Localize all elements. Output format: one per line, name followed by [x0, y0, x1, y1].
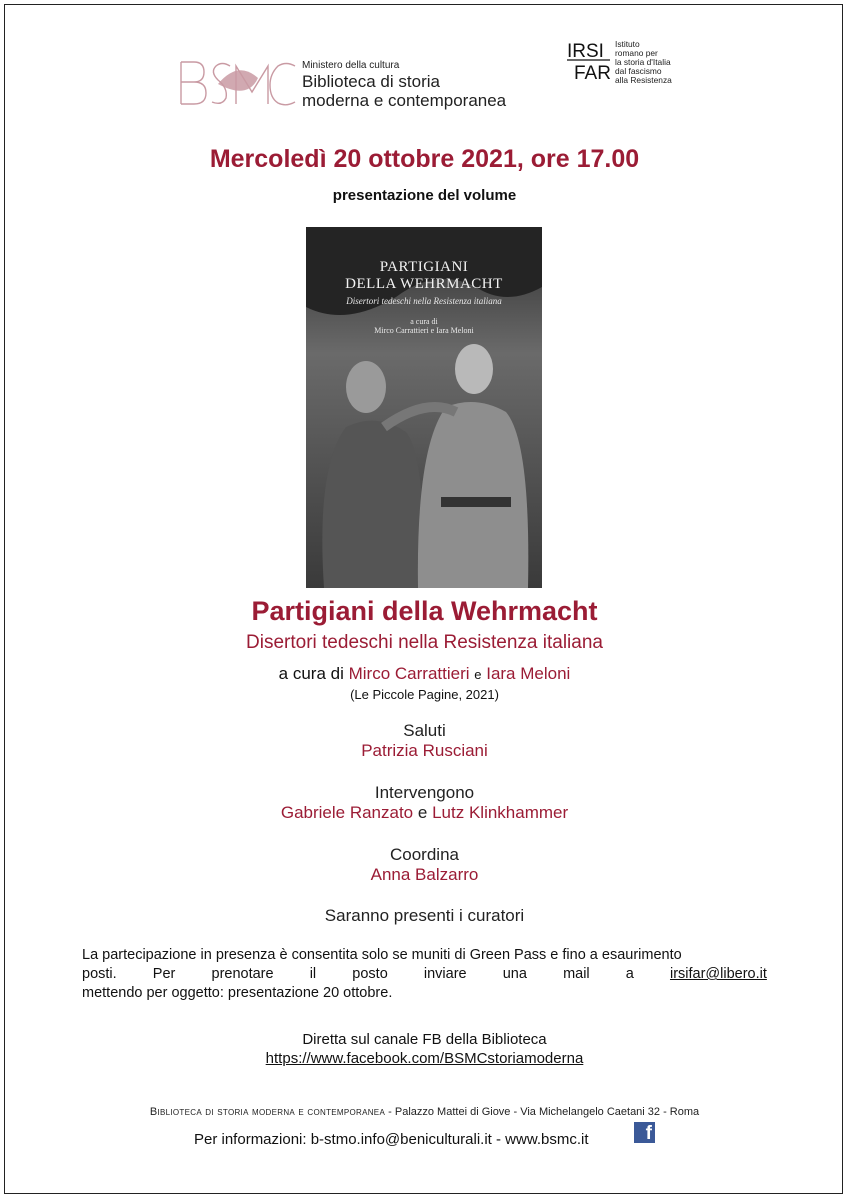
speaker-name: Gabriele Ranzato	[280, 803, 414, 822]
irsifar-logo-top: IRSI	[567, 41, 604, 62]
notice-word: prenotare	[211, 966, 274, 982]
notice-word: il	[309, 966, 317, 982]
conjunction: e	[417, 803, 428, 822]
notice-word: inviare	[423, 966, 467, 982]
cover-subtitle: Disertori tedeschi nella Resistenza italiana	[346, 296, 502, 306]
facebook-url-link[interactable]: https://www.facebook.com/BSMCstoriamoderna	[265, 1050, 584, 1067]
notice-word: a	[625, 966, 634, 982]
event-date: Mercoledì 20 ottobre 2021, ore 17.00	[209, 145, 640, 173]
saluti-name: Patrizia Rusciani	[361, 741, 488, 760]
notice-word: posti.	[82, 966, 117, 982]
footer-address-text: - Palazzo Mattei di Giove - Via Michelangelo Caetani 32 - Roma	[385, 1106, 700, 1118]
editor-name: Mirco Carrattieri	[348, 664, 470, 683]
facebook-icon[interactable]: f	[634, 1122, 655, 1143]
speaker-name: Lutz Klinkhammer	[432, 803, 569, 822]
cura-prefix: a cura di	[278, 664, 344, 683]
stream-link-wrap	[0, 1050, 849, 1067]
irsifar-text-line: alla Resistenza	[615, 75, 672, 85]
irsifar-text-line: Istituto	[615, 39, 640, 49]
ministry-label: Ministero della cultura	[302, 60, 400, 71]
library-name-line2: moderna e contemporanea	[302, 91, 507, 110]
intervengono-label: Intervengono	[374, 783, 475, 802]
footer-library-name: Biblioteca di storia moderna e contemporanea	[149, 1106, 386, 1118]
bsmc-logo	[178, 58, 298, 108]
coordina-name: Anna Balzarro	[370, 865, 479, 884]
event-intro: presentazione del volume	[332, 187, 517, 204]
notice-word: mail	[563, 966, 590, 982]
notice-line: La partecipazione in presenza è consentita solo se muniti di Green Pass e fino a esaurimento	[82, 947, 682, 963]
notice-word: posto	[352, 966, 388, 982]
editor-name: Iara Meloni	[486, 664, 571, 683]
footer-info: Per informazioni: b-stmo.info@beniculturali.it - www.bsmc.it	[194, 1131, 589, 1148]
irsifar-text-line: romano per	[615, 48, 658, 58]
book-editors	[0, 664, 849, 684]
book-title: Partigiani della Wehrmacht	[251, 596, 598, 626]
curators-note: Saranno presenti i curatori	[324, 906, 525, 925]
email-link[interactable]: irsifar@libero.it	[669, 966, 767, 982]
notice-line	[82, 965, 767, 984]
book-cover-image	[306, 227, 542, 588]
book-publisher: (Le Piccole Pagine, 2021)	[350, 687, 499, 702]
irsifar-description	[615, 40, 685, 85]
notice-word: Per	[152, 966, 176, 982]
attendance-notice	[82, 946, 767, 1003]
cover-editors: Mirco Carrattieri e Iara Meloni	[374, 326, 474, 335]
cover-title	[306, 259, 542, 293]
saluti-label: Saluti	[403, 721, 446, 740]
irsifar-logo	[566, 40, 612, 82]
stream-label: Diretta sul canale FB della Biblioteca	[302, 1031, 547, 1048]
coordina-label: Coordina	[390, 845, 459, 864]
irsifar-logo-bottom: FAR	[574, 63, 611, 82]
library-name	[302, 72, 506, 110]
footer-address	[0, 1106, 849, 1118]
speakers	[0, 803, 849, 823]
cover-title-line1: PARTIGIANI	[379, 259, 469, 275]
irsifar-text-line: dal fascismo	[615, 66, 662, 76]
conjunction: e	[474, 667, 482, 682]
irsifar-text-line: la storia d'Italia	[615, 57, 671, 67]
notice-line: mettendo per oggetto: presentazione 20 ottobre.	[82, 985, 393, 1001]
book-subtitle: Disertori tedeschi nella Resistenza italiana	[246, 632, 603, 653]
cover-cura-label: a cura di	[410, 317, 438, 326]
library-name-line1: Biblioteca di storia	[302, 72, 440, 91]
cover-title-line2: DELLA WEHRMACHT	[345, 276, 503, 292]
notice-word: una	[502, 966, 527, 982]
